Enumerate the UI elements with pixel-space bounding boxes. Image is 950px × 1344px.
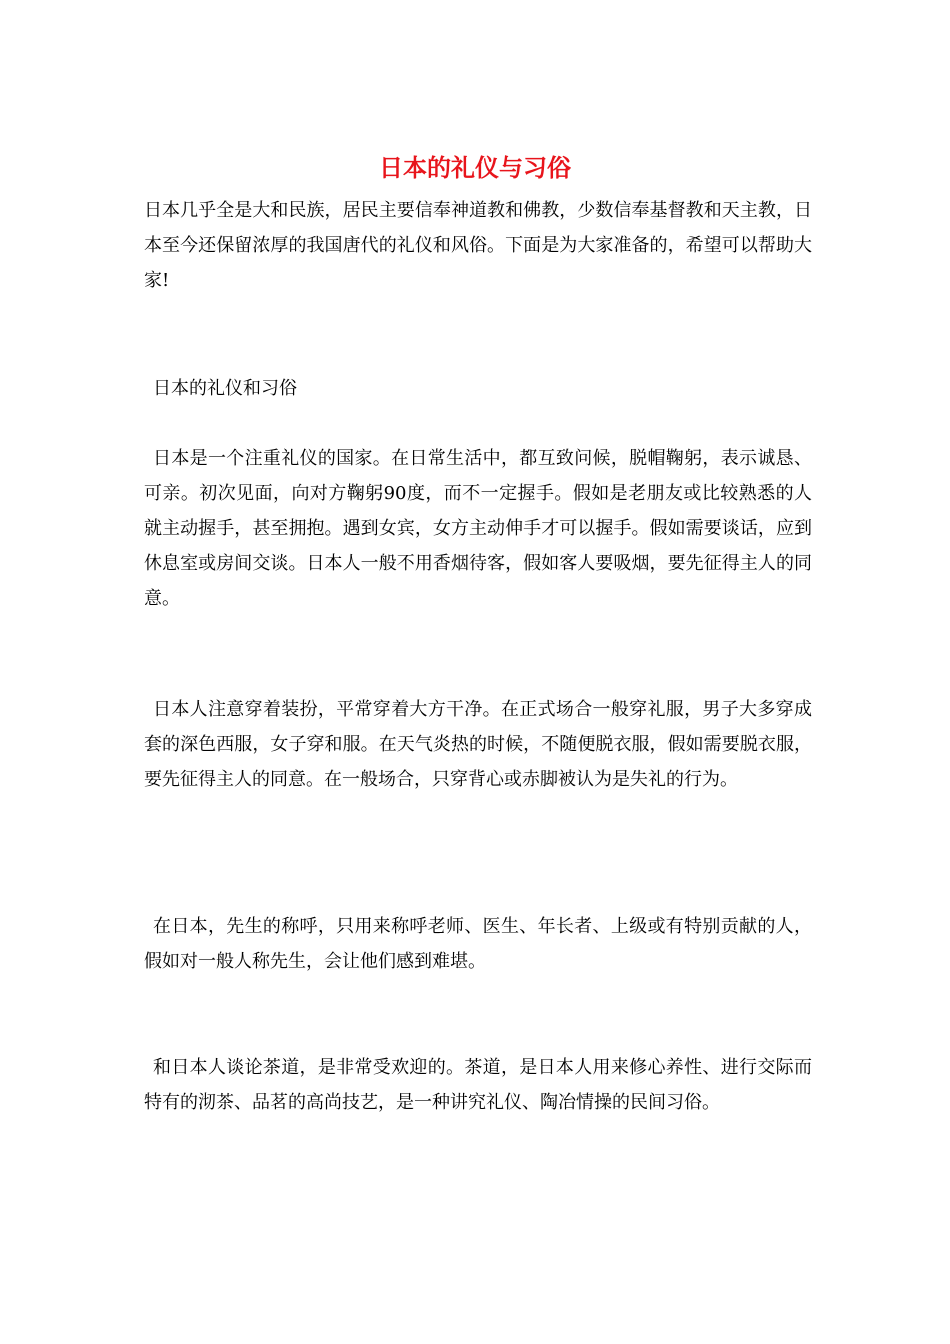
body-paragraph: 日本人注意穿着装扮，平常穿着大方干净。在正式场合一般穿礼服，男子大多穿成套的深色西服，女子穿和服。在天气炎热的时候，不随便脱衣服，假如需要脱衣服，要先征得主人的同意。在一般场合，只穿背心或赤脚被认为是失礼的行为。 [144,699,812,790]
intro-paragraph: 日本几乎全是大和民族，居民主要信奉神道教和佛教，少数信奉基督教和天主教，日本至今还保留浓厚的我国唐代的礼仪和风俗。下面是为大家准备的，希望可以帮助大家! [144,200,812,291]
body-paragraph: 和日本人谈论茶道，是非常受欢迎的。茶道，是日本人用来修心养性、进行交际而特有的沏茶、品茗的高尚技艺，是一种讲究礼仪、陶冶情操的民间习俗。 [144,1057,812,1113]
section-heading: 日本的礼仪和习俗 [153,378,297,399]
body-paragraph: 在日本，先生的称呼，只用来称呼老师、医生、年长者、上级或有特别贡献的人，假如对一般人称先生，会让他们感到难堪。 [144,916,812,972]
document-title: 日本的礼仪与习俗 [379,153,571,182]
body-paragraph: 日本是一个注重礼仪的国家。在日常生活中，都互致问候，脱帽鞠躬，表示诚恳、可亲。初次见面，向对方鞠躬90度，而不一定握手。假如是老朋友或比较熟悉的人就主动握手，甚至拥抱。遇到女宾，女方主动伸手才可以握手。假如需要谈话，应到休息室或房间交谈。日本人一般不用香烟待客，假如客人要吸烟，要先征得主人的同意。 [144,448,812,609]
